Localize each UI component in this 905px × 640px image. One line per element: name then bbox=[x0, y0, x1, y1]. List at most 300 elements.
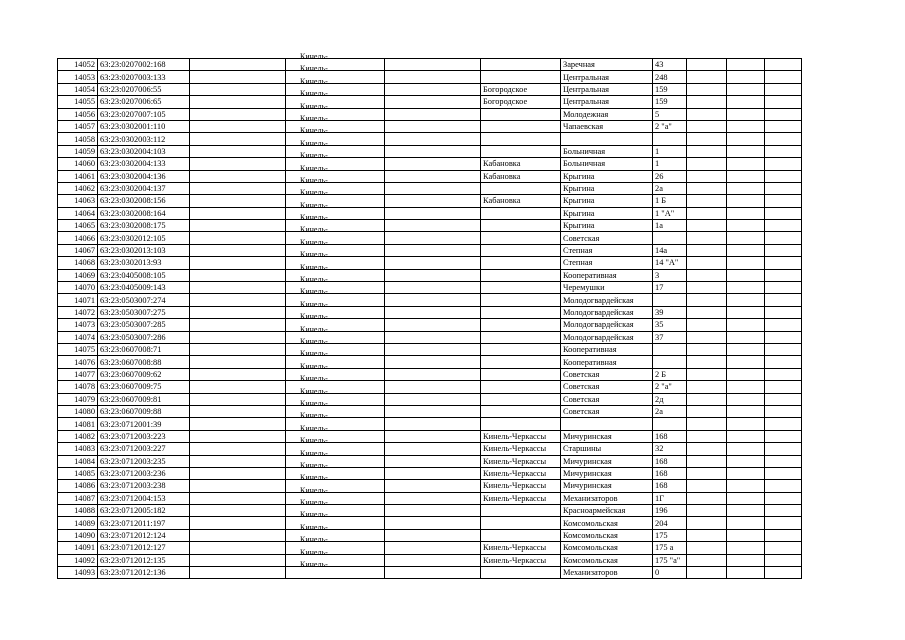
empty-cell bbox=[765, 356, 802, 368]
table-row bbox=[58, 554, 802, 566]
empty-cell bbox=[190, 405, 286, 417]
empty-cell bbox=[727, 294, 765, 306]
empty-cell bbox=[727, 170, 765, 182]
street-cell: Центральная bbox=[561, 96, 653, 108]
street-cell: Красноармейская bbox=[561, 505, 653, 517]
row-number: 14084 bbox=[58, 455, 98, 467]
table-row bbox=[58, 294, 802, 306]
house-cell: 14а bbox=[653, 244, 687, 256]
district-label: Кинель-... bbox=[300, 386, 334, 396]
empty-cell bbox=[765, 158, 802, 170]
house-cell: 168 bbox=[653, 430, 687, 442]
empty-cell bbox=[765, 418, 802, 430]
empty-cell bbox=[385, 158, 481, 170]
locality-cell bbox=[481, 207, 561, 219]
locality-cell bbox=[481, 282, 561, 294]
street-cell: Степная bbox=[561, 244, 653, 256]
empty-cell bbox=[765, 405, 802, 417]
empty-cell bbox=[765, 467, 802, 479]
cadastral-number: 63:23:0302004:136 bbox=[98, 170, 190, 182]
cadastral-number: 63:23:0302012:105 bbox=[98, 232, 190, 244]
house-cell: 1 Б bbox=[653, 195, 687, 207]
table-row bbox=[58, 207, 802, 219]
street-cell: Мичуринская bbox=[561, 467, 653, 479]
locality-cell bbox=[481, 319, 561, 331]
locality-cell bbox=[481, 182, 561, 194]
empty-cell bbox=[765, 554, 802, 566]
empty-cell bbox=[727, 554, 765, 566]
empty-cell bbox=[190, 492, 286, 504]
empty-cell bbox=[190, 480, 286, 492]
house-cell: 39 bbox=[653, 306, 687, 318]
table-row bbox=[58, 505, 802, 517]
empty-cell bbox=[687, 356, 727, 368]
empty-cell bbox=[687, 294, 727, 306]
row-number: 14081 bbox=[58, 418, 98, 430]
empty-cell bbox=[687, 133, 727, 145]
locality-cell bbox=[481, 405, 561, 417]
house-cell: 3 bbox=[653, 269, 687, 281]
empty-cell bbox=[765, 170, 802, 182]
district-label: Кинель-... bbox=[300, 498, 334, 508]
empty-cell bbox=[727, 306, 765, 318]
empty-cell bbox=[190, 306, 286, 318]
empty-cell bbox=[687, 195, 727, 207]
district-cell bbox=[286, 560, 385, 579]
street-cell: Комсомольская bbox=[561, 529, 653, 541]
table-row bbox=[58, 529, 802, 541]
street-cell: Крыгина bbox=[561, 182, 653, 194]
table-row bbox=[58, 120, 802, 132]
empty-cell bbox=[385, 467, 481, 479]
empty-cell bbox=[385, 505, 481, 517]
street-cell: Больничная bbox=[561, 158, 653, 170]
empty-cell bbox=[687, 393, 727, 405]
empty-cell bbox=[385, 207, 481, 219]
district-label: Кинель-... bbox=[300, 262, 334, 272]
empty-cell bbox=[765, 120, 802, 132]
empty-cell bbox=[727, 319, 765, 331]
locality-cell bbox=[481, 133, 561, 145]
empty-cell bbox=[385, 133, 481, 145]
street-cell: Крыгина bbox=[561, 170, 653, 182]
locality-cell: Кинель-Черкассы bbox=[481, 467, 561, 479]
street-cell: Механизаторов bbox=[561, 567, 653, 579]
district-label: Кинель-... bbox=[300, 113, 334, 123]
empty-cell bbox=[727, 430, 765, 442]
empty-cell bbox=[190, 467, 286, 479]
house-cell: 1 bbox=[653, 145, 687, 157]
house-cell: 168 bbox=[653, 480, 687, 492]
table-row bbox=[58, 269, 802, 281]
empty-cell bbox=[190, 145, 286, 157]
cadastral-number: 63:23:0712012:136 bbox=[98, 567, 190, 579]
street-cell: Советская bbox=[561, 381, 653, 393]
table-row bbox=[58, 182, 802, 194]
empty-cell bbox=[687, 71, 727, 83]
district-label: Кинель-... bbox=[300, 411, 334, 421]
locality-cell bbox=[481, 294, 561, 306]
empty-cell bbox=[190, 83, 286, 95]
row-number: 14080 bbox=[58, 405, 98, 417]
empty-cell bbox=[385, 542, 481, 554]
street-cell: Комсомольская bbox=[561, 554, 653, 566]
table-row bbox=[58, 145, 802, 157]
cadastral-number: 63:23:0712012:135 bbox=[98, 554, 190, 566]
row-number: 14074 bbox=[58, 331, 98, 343]
house-cell bbox=[653, 356, 687, 368]
empty-cell bbox=[190, 120, 286, 132]
empty-cell bbox=[385, 405, 481, 417]
empty-cell bbox=[190, 282, 286, 294]
district-label: Кинель-... bbox=[300, 448, 334, 458]
locality-cell bbox=[481, 232, 561, 244]
locality-cell: Богородское bbox=[481, 96, 561, 108]
row-number: 14077 bbox=[58, 368, 98, 380]
empty-cell bbox=[687, 517, 727, 529]
table-row bbox=[58, 108, 802, 120]
empty-cell bbox=[385, 120, 481, 132]
empty-cell bbox=[190, 542, 286, 554]
empty-cell bbox=[765, 244, 802, 256]
cadastral-number: 63:23:0207006:55 bbox=[98, 83, 190, 95]
empty-cell bbox=[385, 170, 481, 182]
district-label: Кинель-... bbox=[300, 89, 334, 99]
empty-cell bbox=[687, 542, 727, 554]
street-cell: Крыгина bbox=[561, 195, 653, 207]
empty-cell bbox=[727, 331, 765, 343]
empty-cell bbox=[727, 96, 765, 108]
street-cell bbox=[561, 418, 653, 430]
locality-cell bbox=[481, 368, 561, 380]
empty-cell bbox=[190, 244, 286, 256]
empty-cell bbox=[687, 529, 727, 541]
cadastral-number: 63:23:0405008:105 bbox=[98, 269, 190, 281]
empty-cell bbox=[765, 368, 802, 380]
empty-cell bbox=[687, 343, 727, 355]
district-label: Кинель-... bbox=[300, 423, 334, 433]
district-label: Кинель-... bbox=[300, 336, 334, 346]
house-cell: 175 а bbox=[653, 542, 687, 554]
empty-cell bbox=[190, 418, 286, 430]
empty-cell bbox=[727, 158, 765, 170]
table-row bbox=[58, 282, 802, 294]
district-label: Кинель-... bbox=[300, 151, 334, 161]
district-label: Кинель-... bbox=[300, 163, 334, 173]
empty-cell bbox=[385, 96, 481, 108]
empty-cell bbox=[727, 257, 765, 269]
table-row bbox=[58, 257, 802, 269]
house-cell: 43 bbox=[653, 59, 687, 71]
empty-cell bbox=[385, 343, 481, 355]
empty-cell bbox=[687, 381, 727, 393]
house-cell bbox=[653, 232, 687, 244]
empty-cell bbox=[687, 331, 727, 343]
house-cell: 1а bbox=[653, 220, 687, 232]
empty-cell bbox=[727, 182, 765, 194]
empty-cell bbox=[727, 542, 765, 554]
cadastral-number: 63:23:0607009:88 bbox=[98, 405, 190, 417]
empty-cell bbox=[190, 529, 286, 541]
district-label: Кинель-... bbox=[300, 560, 334, 570]
cadastral-number: 63:23:0207007:105 bbox=[98, 108, 190, 120]
district-label: Кинель-... bbox=[300, 485, 334, 495]
empty-cell bbox=[727, 269, 765, 281]
cadastral-number: 63:23:0302008:164 bbox=[98, 207, 190, 219]
empty-cell bbox=[765, 381, 802, 393]
empty-cell bbox=[190, 195, 286, 207]
empty-cell bbox=[190, 343, 286, 355]
empty-cell bbox=[765, 542, 802, 554]
district-label: Кинель-... bbox=[300, 547, 334, 557]
empty-cell bbox=[385, 567, 481, 579]
empty-cell bbox=[190, 207, 286, 219]
locality-cell bbox=[481, 269, 561, 281]
empty-cell bbox=[765, 430, 802, 442]
empty-cell bbox=[385, 59, 481, 71]
district-label: Кинель-... bbox=[300, 76, 334, 86]
district-label: Кинель-... bbox=[300, 200, 334, 210]
cadastral-number: 63:23:0712003:235 bbox=[98, 455, 190, 467]
cadastral-number: 63:23:0712003:238 bbox=[98, 480, 190, 492]
empty-cell bbox=[727, 133, 765, 145]
empty-cell bbox=[765, 257, 802, 269]
empty-cell bbox=[190, 170, 286, 182]
empty-cell bbox=[687, 554, 727, 566]
district-label: Кинель-... bbox=[300, 275, 334, 285]
empty-cell bbox=[765, 269, 802, 281]
table-row bbox=[58, 244, 802, 256]
empty-cell bbox=[385, 455, 481, 467]
empty-cell bbox=[385, 517, 481, 529]
locality-cell bbox=[481, 343, 561, 355]
locality-cell bbox=[481, 356, 561, 368]
row-number: 14063 bbox=[58, 195, 98, 207]
empty-cell bbox=[765, 83, 802, 95]
empty-cell bbox=[727, 467, 765, 479]
empty-cell bbox=[765, 182, 802, 194]
empty-cell bbox=[727, 195, 765, 207]
empty-cell bbox=[385, 182, 481, 194]
empty-cell bbox=[727, 443, 765, 455]
empty-cell bbox=[765, 331, 802, 343]
table-row bbox=[58, 96, 802, 108]
street-cell: Чапаевская bbox=[561, 120, 653, 132]
street-cell: Больничная bbox=[561, 145, 653, 157]
row-number: 14053 bbox=[58, 71, 98, 83]
empty-cell bbox=[687, 232, 727, 244]
cadastral-number: 63:23:0607009:75 bbox=[98, 381, 190, 393]
row-number: 14078 bbox=[58, 381, 98, 393]
empty-cell bbox=[687, 182, 727, 194]
cadastral-number: 63:23:0607008:71 bbox=[98, 343, 190, 355]
empty-cell bbox=[190, 59, 286, 71]
house-cell bbox=[653, 343, 687, 355]
locality-cell bbox=[481, 220, 561, 232]
row-number: 14067 bbox=[58, 244, 98, 256]
empty-cell bbox=[727, 83, 765, 95]
row-number: 14060 bbox=[58, 158, 98, 170]
cadastral-number: 63:23:0712012:127 bbox=[98, 542, 190, 554]
cadastral-number: 63:23:0607009:81 bbox=[98, 393, 190, 405]
empty-cell bbox=[385, 232, 481, 244]
house-cell: 17 bbox=[653, 282, 687, 294]
row-number: 14085 bbox=[58, 467, 98, 479]
district-label: Кинель-... bbox=[300, 510, 334, 520]
empty-cell bbox=[385, 269, 481, 281]
cadastral-number: 63:23:0607009:62 bbox=[98, 368, 190, 380]
cadastral-number: 63:23:0503007:285 bbox=[98, 319, 190, 331]
house-cell: 0 bbox=[653, 567, 687, 579]
row-number: 14061 bbox=[58, 170, 98, 182]
district-label: Кинель-... bbox=[300, 237, 334, 247]
cadastral-number: 63:23:0302004:133 bbox=[98, 158, 190, 170]
empty-cell bbox=[687, 257, 727, 269]
row-number: 14083 bbox=[58, 443, 98, 455]
street-cell: Механизаторов bbox=[561, 492, 653, 504]
locality-cell bbox=[481, 505, 561, 517]
cadastral-number: 63:23:0712003:227 bbox=[98, 443, 190, 455]
cadastral-number: 63:23:0302013:103 bbox=[98, 244, 190, 256]
street-cell: Молодогвардейская bbox=[561, 294, 653, 306]
row-number: 14068 bbox=[58, 257, 98, 269]
cadastral-number: 63:23:0712001:39 bbox=[98, 418, 190, 430]
table-row bbox=[58, 59, 802, 71]
locality-cell bbox=[481, 331, 561, 343]
street-cell: Советская bbox=[561, 405, 653, 417]
street-cell: Центральная bbox=[561, 83, 653, 95]
empty-cell bbox=[190, 567, 286, 579]
row-number: 14076 bbox=[58, 356, 98, 368]
locality-cell: Кинель-Черкассы bbox=[481, 430, 561, 442]
row-number: 14054 bbox=[58, 83, 98, 95]
house-cell: 168 bbox=[653, 455, 687, 467]
empty-cell bbox=[687, 319, 727, 331]
district-label: Кинель-... bbox=[300, 535, 334, 545]
locality-cell bbox=[481, 381, 561, 393]
empty-cell bbox=[385, 430, 481, 442]
district-label: Кинель-... bbox=[300, 522, 334, 532]
row-number: 14058 bbox=[58, 133, 98, 145]
cadastral-number: 63:23:0503007:275 bbox=[98, 306, 190, 318]
street-cell: Старшины bbox=[561, 443, 653, 455]
empty-cell bbox=[190, 220, 286, 232]
empty-cell bbox=[765, 133, 802, 145]
empty-cell bbox=[765, 480, 802, 492]
empty-cell bbox=[190, 331, 286, 343]
table-row bbox=[58, 480, 802, 492]
street-cell: Молодогвардейская bbox=[561, 306, 653, 318]
district-label: Кинель-... bbox=[300, 299, 334, 309]
district-label: Кинель-... bbox=[300, 312, 334, 322]
cadastral-number: 63:23:0302008:156 bbox=[98, 195, 190, 207]
district-label: Кинель-... bbox=[300, 250, 334, 260]
house-cell: 26 bbox=[653, 170, 687, 182]
empty-cell bbox=[687, 108, 727, 120]
empty-cell bbox=[385, 282, 481, 294]
street-cell: Крыгина bbox=[561, 207, 653, 219]
locality-cell: Кинель-Черкассы bbox=[481, 554, 561, 566]
empty-cell bbox=[727, 517, 765, 529]
district-label: Кинель-... bbox=[300, 374, 334, 384]
street-cell: Комсомольская bbox=[561, 542, 653, 554]
table-row bbox=[58, 455, 802, 467]
row-number: 14091 bbox=[58, 542, 98, 554]
locality-cell bbox=[481, 108, 561, 120]
district-label: Кинель-... bbox=[300, 324, 334, 334]
empty-cell bbox=[385, 294, 481, 306]
empty-cell bbox=[727, 356, 765, 368]
row-number: 14066 bbox=[58, 232, 98, 244]
empty-cell bbox=[687, 269, 727, 281]
empty-cell bbox=[727, 145, 765, 157]
row-number: 14088 bbox=[58, 505, 98, 517]
empty-cell bbox=[687, 282, 727, 294]
house-cell: 175 "а" bbox=[653, 554, 687, 566]
table-row bbox=[58, 319, 802, 331]
empty-cell bbox=[385, 145, 481, 157]
street-cell: Кооперативная bbox=[561, 269, 653, 281]
empty-cell bbox=[190, 455, 286, 467]
table-row bbox=[58, 492, 802, 504]
locality-cell bbox=[481, 244, 561, 256]
street-cell: Мичуринская bbox=[561, 430, 653, 442]
locality-cell: Кабановка bbox=[481, 195, 561, 207]
house-cell: 37 bbox=[653, 331, 687, 343]
row-number: 14059 bbox=[58, 145, 98, 157]
row-number: 14071 bbox=[58, 294, 98, 306]
empty-cell bbox=[385, 306, 481, 318]
row-number: 14072 bbox=[58, 306, 98, 318]
empty-cell bbox=[765, 567, 802, 579]
house-cell: 159 bbox=[653, 96, 687, 108]
row-number: 14069 bbox=[58, 269, 98, 281]
street-cell: Степная bbox=[561, 257, 653, 269]
empty-cell bbox=[385, 529, 481, 541]
table-row bbox=[58, 517, 802, 529]
empty-cell bbox=[687, 368, 727, 380]
district-label: Кинель-... bbox=[300, 436, 334, 446]
empty-cell bbox=[385, 554, 481, 566]
empty-cell bbox=[765, 294, 802, 306]
house-cell: 159 bbox=[653, 83, 687, 95]
empty-cell bbox=[190, 505, 286, 517]
street-cell: Молодогвардейская bbox=[561, 319, 653, 331]
empty-cell bbox=[190, 294, 286, 306]
house-cell bbox=[653, 418, 687, 430]
row-number: 14082 bbox=[58, 430, 98, 442]
locality-cell bbox=[481, 517, 561, 529]
empty-cell bbox=[727, 108, 765, 120]
empty-cell bbox=[765, 96, 802, 108]
empty-cell bbox=[727, 381, 765, 393]
street-cell: Советская bbox=[561, 368, 653, 380]
cadastral-number: 63:23:0503007:274 bbox=[98, 294, 190, 306]
table-row bbox=[58, 567, 802, 579]
house-cell bbox=[653, 133, 687, 145]
row-number: 14070 bbox=[58, 282, 98, 294]
empty-cell bbox=[385, 108, 481, 120]
district-label: Кинель-... bbox=[300, 349, 334, 359]
house-cell: 175 bbox=[653, 529, 687, 541]
house-cell bbox=[653, 294, 687, 306]
district-label: Кинель-... bbox=[300, 101, 334, 111]
empty-cell bbox=[687, 443, 727, 455]
row-number: 14090 bbox=[58, 529, 98, 541]
table-row bbox=[58, 443, 802, 455]
empty-cell bbox=[765, 319, 802, 331]
table-row bbox=[58, 467, 802, 479]
